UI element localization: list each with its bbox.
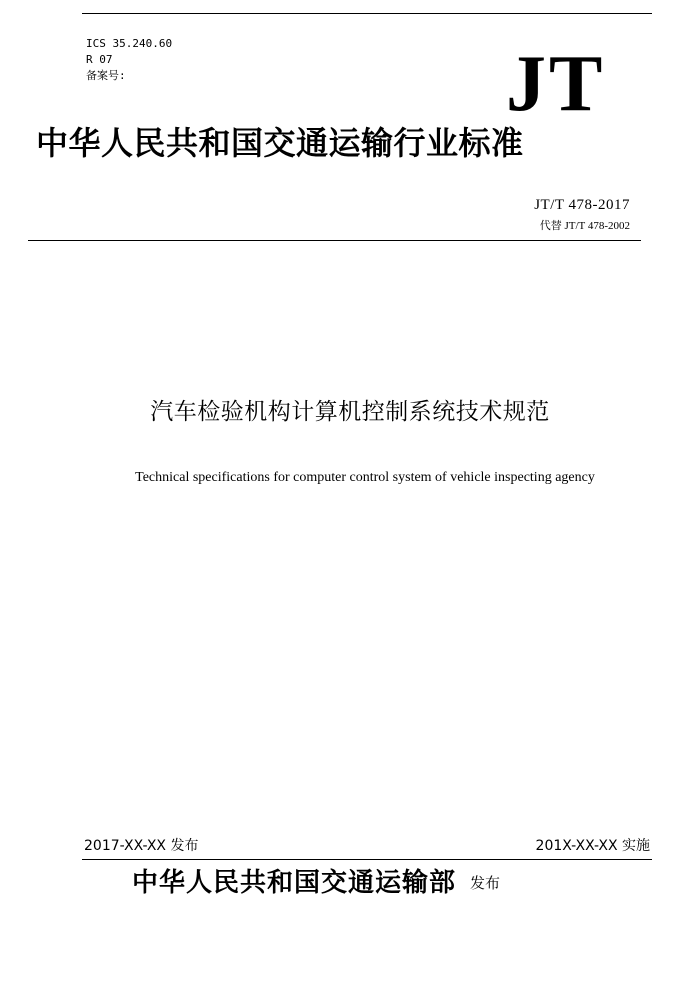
header-rule [28, 240, 641, 241]
issuer-line [132, 868, 500, 899]
implement-date: 201X-XX-XX 实施 [535, 838, 650, 854]
ics-block [86, 36, 172, 84]
issue-date: 2017-XX-XX 发布 [84, 838, 199, 854]
filing-number-label: 备案号: [86, 69, 126, 82]
top-rule [82, 13, 652, 14]
document-title-en: Technical specifications for computer control system of vehicle inspecting agency [135, 470, 595, 485]
standard-title: 中华人民共和国交通运输行业标准 [36, 124, 524, 162]
classification-code: R 07 [86, 53, 113, 66]
issuer-name: 中华人民共和国交通运输部 [132, 868, 457, 898]
issue-word: 发布 [470, 874, 501, 892]
ics-code: ICS 35.240.60 [86, 37, 173, 50]
footer-rule [82, 859, 652, 860]
jt-logo: JT [506, 40, 606, 128]
replaces-note: 代替 JT/T 478-2002 [539, 220, 630, 232]
standard-code: JT/T 478-2017 [534, 197, 630, 213]
document-title-cn: 汽车检验机构计算机控制系统技术规范 [150, 399, 550, 425]
